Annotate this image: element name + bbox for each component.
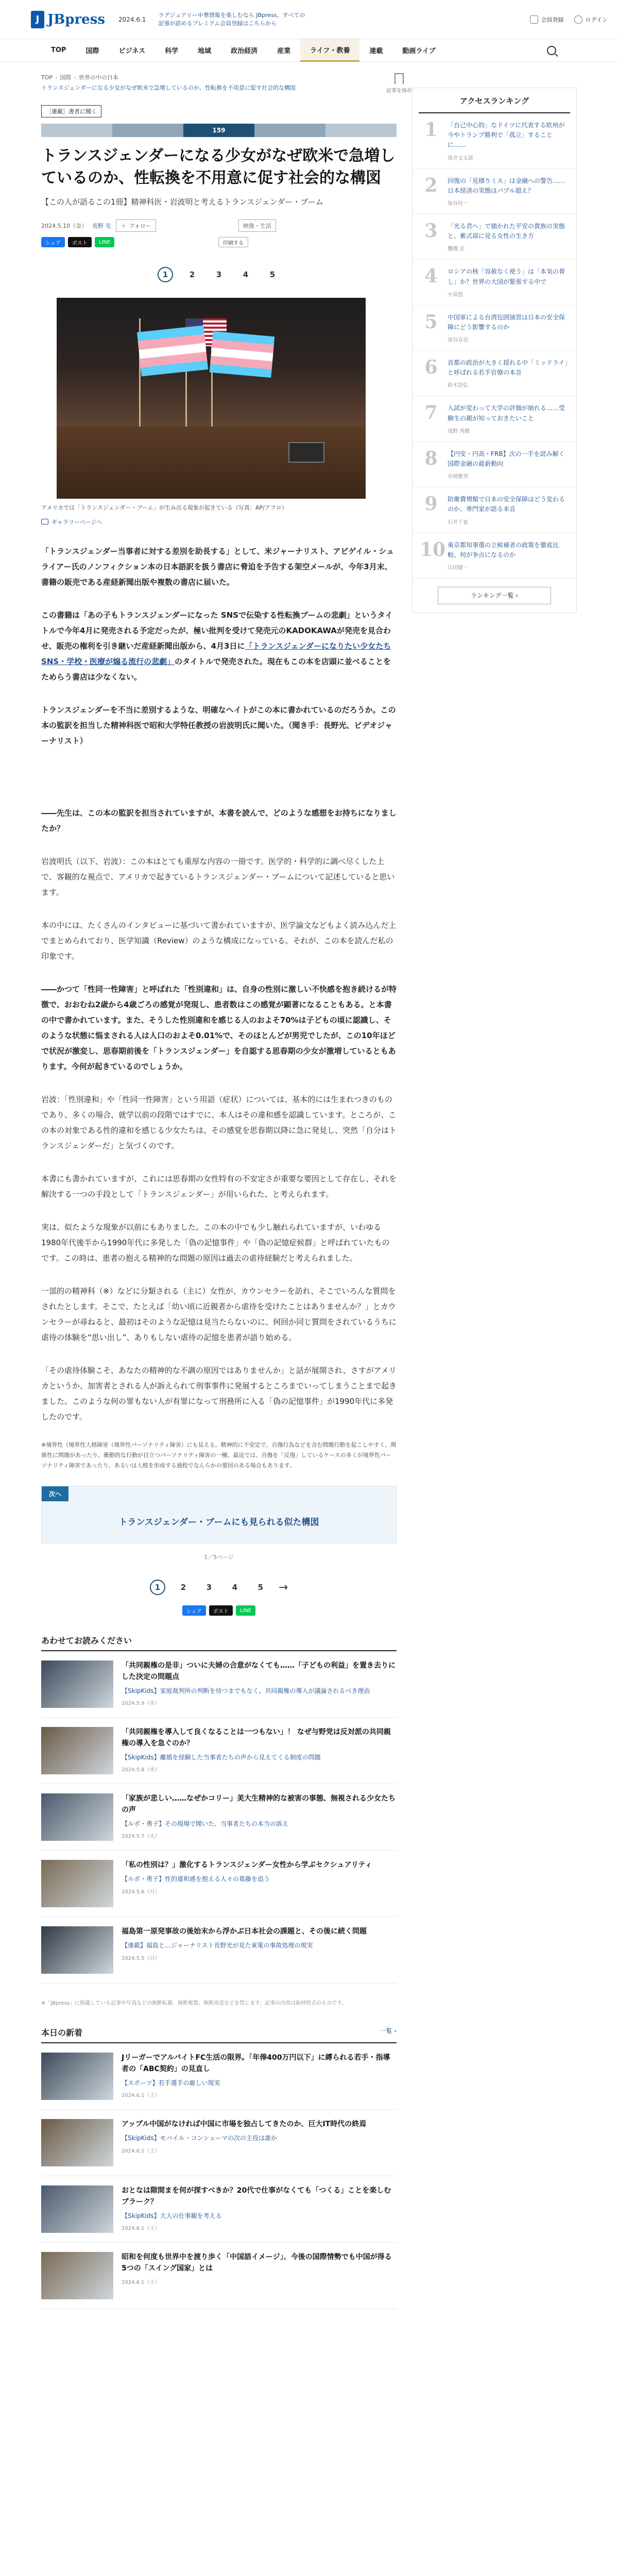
- ranking-text: [448, 358, 569, 388]
- ranking-title-link[interactable]: 防衛費増額で日本の安全保障はどう変わるのか、専門家が語る本音: [448, 496, 565, 513]
- pager-page-1[interactable]: 1: [158, 267, 173, 282]
- list-item[interactable]: [41, 1917, 397, 1984]
- list-item-subtitle: 【SkipKids】家庭裁判所の判断を待つまでもなく、共同親権の導入が議論されるべき理由: [122, 1687, 370, 1694]
- ranking-title-link[interactable]: 「自己中心的」なドイツに代表する欧州が今やトランプ勝利で「孤立」することに……: [448, 122, 565, 149]
- ranking-number: 4: [424, 265, 438, 287]
- site-header: [0, 0, 618, 39]
- list-item-date: 2024.6.1（土）: [122, 2093, 160, 2099]
- list-item-date: 2024.6.1（土）: [122, 2226, 160, 2232]
- list-item[interactable]: [41, 2110, 397, 2176]
- ranking-text: [448, 267, 569, 297]
- pager-page-1[interactable]: 1: [150, 1580, 165, 1595]
- x-share-button[interactable]: ポスト: [209, 1605, 233, 1616]
- pager-page-3[interactable]: 3: [206, 1583, 212, 1592]
- breadcrumb-separator-icon: ›: [55, 74, 58, 81]
- list-item-text: [122, 2185, 397, 2233]
- list-item-title[interactable]: 「共同親権の是非」ついに夫婦の合意がなくても……「子どもの利益」を置き去りにした決定の問題点: [122, 1662, 396, 1682]
- article-paragraph: この書籍は「あの子もトランスジェンダーになった SNSで伝染する性転換ブームの悲劇」というタイトルで今年4月に発売される予定だったが、極い批判を受けて発売元のKADOKAWAが発売を見合わせ、販売の権利を引き継いだ産経新聞出版から、4月3日に「トランスジェンダーになりたい少女たち SNS・学校・医療が煽る流行の悲劇」のタイトルで発売された。現在もこの本を店頭に並べることをためらう書店は少なくない。: [41, 610, 393, 682]
- ranking-text: [448, 121, 569, 161]
- facebook-share-button[interactable]: シェア: [182, 1605, 206, 1616]
- thumbnail-image[interactable]: [41, 1860, 113, 1907]
- article-author[interactable]: 長野 光: [92, 223, 111, 230]
- trans-flag-image: [210, 331, 275, 378]
- article-paragraph: 岩波明氏（以下、岩波）：この本はとても重厚な内容の一冊です。医学的・科学的に調べ尽くした上で、客観的な視点で、アメリカで起きているトランスジェンダー・ブームについて記述していると思います。: [41, 856, 395, 897]
- list-item-date: 2024.5.9（木）: [122, 1701, 160, 1707]
- header-promo[interactable]: ラグジュアリー中華情報を楽しむなら JBpress。すべての記事が読めるプレミアム会員登録はこちらから: [158, 11, 305, 27]
- list-item-title[interactable]: 福島第一原発事故の後始末から浮かぶ日本社会の課題と、その後に続く問題: [122, 1927, 367, 1936]
- book-link[interactable]: 「トランスジェンダーになりたい少女たち SNS・学校・医療が煽る流行の悲劇」: [41, 641, 391, 666]
- ranking-list: [413, 113, 576, 579]
- ranking-author: 江田健一: [448, 565, 468, 571]
- article-paragraph: 本書にも書かれていますが、これには思春期の女性特有の不安定さが重要な要因として存在し、それを解決する一つの手段として「トランスジェンダー」が用いられた、と考えられます。: [41, 1174, 397, 1199]
- list-item-date: 2024.5.7（火）: [122, 1834, 160, 1840]
- pager-page-2[interactable]: 2: [180, 1583, 186, 1592]
- nav-item[interactable]: ビジネス: [118, 47, 146, 55]
- nav-item[interactable]: TOP: [51, 46, 66, 54]
- pager-page-4[interactable]: 4: [232, 1583, 237, 1592]
- follow-button[interactable]: [116, 219, 156, 232]
- nav-item[interactable]: 政治経済: [231, 47, 258, 55]
- ranking-title: アクセスランキング: [419, 88, 570, 113]
- image-icon: [41, 519, 48, 524]
- bookmark-label: 記事を保存: [386, 88, 412, 94]
- breadcrumb-item[interactable]: TOP: [41, 74, 53, 81]
- list-item-date: 2024.5.8（水）: [122, 1767, 160, 1773]
- ranking-more-button[interactable]: ランキング一覧 ›: [438, 587, 551, 604]
- pager-bottom: [41, 1580, 397, 1595]
- ranking-number: 3: [424, 219, 438, 242]
- list-item-subtitle: 【ルポ・勇子】その現場で聞いた、当事者たちの本当の訴え: [122, 1820, 289, 1827]
- pager-page-2[interactable]: 2: [189, 270, 195, 280]
- list-item[interactable]: [41, 1718, 397, 1784]
- recommended-title: あわせてお読みください: [41, 1636, 132, 1646]
- ranking-number: 5: [424, 311, 438, 333]
- ranking-text: [448, 222, 569, 252]
- ranking-title-link[interactable]: 回復の「見積りミス」は金融への警告……日本経済の実態はバブル超え？: [448, 177, 565, 194]
- article-paragraph: 「トランスジェンダー当事者に対する差別を助長する」として、米ジャーナリスト、アビゲイル・シュライアー氏のノンフィクション本の日本語訳を扱う書店に脅迫を予告する架空メールが、今年3月末、書籍の販売である産経新聞出版や複数の書店に届いた。: [41, 546, 394, 587]
- list-item[interactable]: [41, 2176, 397, 2243]
- ranking-text: [448, 495, 569, 525]
- list-item-subtitle: 【SkipKids】離婚を経験した当事者たちの声から見えてくる制度の問題: [122, 1753, 321, 1761]
- search-icon[interactable]: [547, 46, 556, 55]
- membership-button[interactable]: [530, 15, 564, 24]
- list-item-subtitle: 【連載】福島と…ジャーナリスト長野光が見た東電の事故処理の現実: [122, 1942, 313, 1950]
- main-column: [41, 62, 412, 2309]
- list-item-text: [122, 2119, 397, 2166]
- pager-page-5[interactable]: 5: [258, 1583, 263, 1592]
- membership-label: 会員登録: [541, 16, 564, 23]
- recommended-list: [41, 1651, 397, 1984]
- thumbnail-image[interactable]: [41, 2119, 113, 2166]
- ranking-author: 市岡繁男: [448, 474, 468, 480]
- ranking-text: [448, 403, 569, 434]
- ranking-item[interactable]: [413, 351, 576, 396]
- ranking-item[interactable]: [413, 169, 576, 214]
- list-item-title[interactable]: 「家族が悲しい……なぜかコリー」美大生精神的な被害の事態、無視される少女たちの声: [122, 1794, 396, 1815]
- gallery-link[interactable]: [41, 518, 397, 526]
- article-photo[interactable]: [57, 298, 366, 499]
- page-tab-active[interactable]: 159: [183, 124, 254, 137]
- thumbnail-image[interactable]: [41, 1793, 113, 1841]
- facebook-share-button[interactable]: シェア: [41, 237, 65, 247]
- list-item-title[interactable]: 「私の性別は？」激化するトランスジェンダー女性から学ぶセクシュアリティ: [122, 1861, 372, 1870]
- list-item-subtitle: 【スポーツ】若手選手の厳しい現実: [122, 2079, 220, 2087]
- ranking-title-link[interactable]: 中国軍による台湾包囲演習は日本の安全保障にどう影響するのか: [448, 313, 565, 331]
- list-item-title[interactable]: JリーガーでアルバイトFC生活の限界。「年俸400万円以下」に縛られる若手・指導者の「ABC契約」の見直し: [122, 2054, 390, 2074]
- list-item-title[interactable]: アップル中国がなければ中国に市場を独占してきたのか、巨大IT時代の終焉: [122, 2120, 367, 2129]
- ranking-item[interactable]: [413, 214, 576, 260]
- plus-icon: ＋: [121, 223, 127, 230]
- list-item-title[interactable]: 「共同親権を導入して良くなることは一つもない」！ なぜ与野党は反対派の共同親権の導入を急ぐのか？: [122, 1728, 391, 1748]
- ranking-number: 2: [424, 174, 438, 196]
- nav-item[interactable]: 産業: [277, 47, 291, 55]
- page-tab[interactable]: [325, 124, 397, 137]
- ranking-item[interactable]: [413, 442, 576, 487]
- ranking-number: 10: [420, 538, 446, 561]
- breadcrumb-current[interactable]: トランスジェンダーになる少女がなぜ欧米で急増しているのか、性転換を不用意に促す社会的な構図: [41, 84, 296, 91]
- article-paragraph: 実は、似たような現象が以前にもありました。この本の中でも少し触れられていますが、いわゆる1980年代後半から1990年代に多発した「偽の記憶事件」や「偽の記憶症候群」と呼ばれていたものです。この時は、患者の抱える精神的な問題の原因は過去の虐待経験だと考えられました。: [41, 1222, 390, 1263]
- next-page-title[interactable]: トランスジェンダー・ブームにも見られる似た構図: [118, 1517, 319, 1528]
- main-nav: [0, 39, 618, 62]
- today-more-link[interactable]: 一覧 ›: [380, 2027, 397, 2035]
- list-item-date: 2024.5.6（月）: [122, 1889, 160, 1895]
- ranking-title-link[interactable]: 「光る君へ」で描かれた平安の貴族の実態と、紫式部に見る女性の生き方: [448, 222, 565, 240]
- article-paragraph: 岩波：「性別違和」や「性同一性障害」という用語（症状）については、基本的には生まれつきのものであり、多くの場合、就学以前の段階ではすでに、本人はその違和感を認識しています。ところが、この本の対象である性的違和を感じる少女たちは、その感覚を思春期以降に急に発見し、突然「自分はトランスジェンダーだ」と気づくのです。: [41, 1094, 397, 1150]
- disclaimer: ※「JBpress」に掲載している記事や写真などの無断転載、無断複製、無断改変などを禁じます。記事の内容は取材時点のものです。: [41, 2001, 347, 2007]
- sidebar: [412, 62, 577, 2309]
- page-tab[interactable]: [41, 124, 112, 137]
- today-head: [41, 2026, 397, 2043]
- thumbnail-image[interactable]: [41, 1727, 113, 1774]
- nav-item[interactable]: 連載: [369, 47, 383, 55]
- desk-image: [57, 427, 366, 499]
- ranking-author: 石井千夏: [448, 519, 468, 526]
- article-paragraph: 本の中には、たくさんのインタビューに基づいて書かれていますが、医学論文などもよく読み込んだ上でまとめられており、医学知識（Review）のような構成になっている。それが、この本を読んだ私の印象です。: [41, 920, 397, 961]
- thumbnail-image[interactable]: [41, 1926, 113, 1974]
- ranking-title-link[interactable]: ロシアの核「容赦なく使う」は「本気の脅し」か？世界の大国が緊張する中で: [448, 268, 565, 285]
- ranking-number: 8: [424, 447, 438, 469]
- header-actions: [530, 15, 608, 24]
- ranking-text: [448, 540, 569, 571]
- page-count: 1／5ページ: [204, 1554, 234, 1561]
- ranking-number: 1: [424, 119, 438, 141]
- ranking-item[interactable]: [413, 487, 576, 533]
- ranking-author: 浅野 秀樹: [448, 428, 470, 434]
- article-paragraph: 一部的の精神科（※）などに分類される（主に）女性が、カウンセラーを訪れ、そこでいろんな質問をされたとします。そこで、たとえば「幼い頃に近親者から虐待を受けたことはありませんか？」とカウンセラーが尋ねると、最初はそのような記憶は見当たらないのに、何回か同じ質問をされているうちに虐待の体験を“思い出し”、ありもしない虐待の記憶を患者が語り始める。: [41, 1286, 397, 1342]
- page-tab[interactable]: [254, 124, 325, 137]
- list-item-date: 2024.5.5（日）: [122, 1955, 160, 1961]
- ranking-item[interactable]: [413, 396, 576, 442]
- article-question: ――かつて「性同一性障害」と呼ばれた「性別違和」は、自身の性別に激しい不快感を抱き続けるが特徴で、おおむね2歳から4歳ごろの感覚が発現し、患者数はこの感覚が顕著になることもある。と本書の中で書かれています。また、そうした性別違和を感じる人のおよそ70%は子どもの頃に認識し、そのような状態に悩まされる人は人口のおよそ0.01%で、そのほとんどが男児でしたが、この10年ほどで状況が激変し、思春期前後を「トランスジェンダー」を自認する思春期の少女が激増しているともあります。今何が起きているのでしょうか。: [41, 984, 397, 1071]
- list-item[interactable]: [41, 2043, 397, 2110]
- ranking-author: 部谷直亮: [448, 337, 468, 344]
- list-item[interactable]: [41, 2243, 397, 2309]
- category-tag[interactable]: 映像・生活: [238, 219, 276, 232]
- ranking-text: [448, 313, 569, 343]
- ranking-author: 黒井文太郎: [448, 155, 473, 161]
- nav-item[interactable]: 地域: [198, 47, 212, 55]
- nav-item[interactable]: 動画ライブ: [402, 47, 436, 55]
- line-share-button[interactable]: LINE: [95, 237, 114, 247]
- list-item-text: [122, 1727, 397, 1774]
- nav-item[interactable]: ライフ・教養: [300, 39, 359, 62]
- trans-flag-image: [137, 326, 208, 377]
- thumbnail-image[interactable]: [41, 2185, 113, 2233]
- ranking-title-link[interactable]: 首都の政治が大きく揺れる中「ミッドライ」と呼ばれる若手官僚の本音: [448, 359, 568, 377]
- list-item-title[interactable]: おとなは隙間まを何が探すべきか？20代で仕事がなくても「つくる」ことを楽しむブラーク？: [122, 2187, 391, 2207]
- thumbnail-image[interactable]: [41, 1660, 113, 1708]
- list-item-subtitle: 【SkipKids】大人の仕事観を考える: [122, 2212, 222, 2219]
- ranking-number: 9: [424, 493, 438, 515]
- nav-item[interactable]: 国際: [85, 47, 99, 55]
- breadcrumb: [41, 62, 397, 81]
- today-title: 本日の新着: [41, 2028, 83, 2038]
- list-item-text: [122, 1926, 397, 1974]
- list-item-text: [122, 1660, 397, 1708]
- placard-image: [288, 442, 324, 463]
- ranking-author: 鈴木崇弘: [448, 383, 468, 389]
- ranking-item[interactable]: [413, 533, 576, 579]
- pager-top: [41, 267, 397, 282]
- line-share-button[interactable]: LINE: [236, 1605, 255, 1616]
- ranking-number: 7: [424, 402, 438, 424]
- login-button[interactable]: [574, 15, 608, 24]
- list-item-text: [122, 2252, 397, 2299]
- ranking-title-link[interactable]: 東京都知事選の立候補者の政策を徹底比較、何が争点になるのか: [448, 541, 559, 558]
- ranking-item[interactable]: [413, 306, 576, 351]
- ranking-title-link[interactable]: 【円安・円高・FRB】次の一手を読み解く国際金融の最新動向: [448, 450, 565, 467]
- follow-label: フォロー: [129, 223, 151, 230]
- ranking-title-link[interactable]: 入試が変わって大学の評価が崩れる……受験生の親が知っておきたいこと: [448, 404, 565, 422]
- series-tag[interactable]: ［連載］書者に聞く: [41, 105, 101, 117]
- article-meta: [41, 219, 397, 232]
- next-arrow-icon[interactable]: →: [278, 1581, 288, 1594]
- page-tabs: [41, 124, 397, 137]
- list-item-title[interactable]: 昭和を何度も世界中を渡り歩く「中国語イメージ」、今後の国際情勢でも中国が得る5つの「スイング国家」とは: [122, 2253, 392, 2273]
- recommended-head: [41, 1634, 397, 1651]
- breadcrumb-separator-icon: ›: [74, 74, 76, 81]
- thumbnail-image[interactable]: [41, 2252, 113, 2299]
- gallery-label: ギャラリーページへ: [52, 518, 102, 526]
- article-deck: 【この人が語るこの1冊】精神科医・岩波明と考えるトランスジェンダー・ブーム: [41, 197, 323, 207]
- site-logo[interactable]: JBpress: [47, 11, 105, 27]
- ranking-text: [448, 449, 569, 480]
- list-item[interactable]: [41, 1851, 397, 1917]
- article-body: [41, 544, 397, 1425]
- list-item-text: [122, 1793, 397, 1841]
- ranking-item[interactable]: [413, 260, 576, 305]
- page-container: [0, 62, 618, 2309]
- today-list: [41, 2043, 397, 2309]
- login-label: ログイン: [585, 16, 608, 23]
- list-item-date: 2024.6.1（土）: [122, 2148, 160, 2154]
- next-label: 次へ: [42, 1486, 68, 1501]
- article-paragraph: 「その虐待体験こそ、あなたの精神的な不調の原因ではありませんか」と話が展開され、さすがアメリカというか、加害者とされる人が訴えられて刑事事件に発展するところまでいってしまうことまで起きました。このような何の罪もない人が有罪になって刑務所に入る「偽の記憶事件」が1990年代に多発したのです。: [41, 1365, 397, 1421]
- pager-page-3[interactable]: 3: [216, 270, 222, 280]
- pager-page-5[interactable]: 5: [269, 270, 276, 280]
- ranking-text: [448, 176, 569, 207]
- photo-caption: アメリカでは「トランスジェンダー・ブーム」が生み出る現象が起きている（写真：AP/アフロ）: [41, 504, 287, 512]
- ranking-number: 6: [424, 357, 438, 379]
- logo-mark[interactable]: J: [31, 11, 44, 28]
- footnote: ※境界性（境界性人格障害（境界性パーソナリティ障害）にも見える。精神的に不安定で、自傷行為などを含む問題行動を起こしやすく、関係性に問題があったり、衝動的な行動が目立つパーソナリティ障害の一種。最近では、自傷を「反復」しているケースの多くが境界性パーソナリティ障害であったり、あるいは人格を形成する過程でなんらかの要因のある場合もあります。: [41, 1441, 397, 1469]
- breadcrumb-item[interactable]: 世界の中の日本: [78, 74, 118, 81]
- article-date: 2024.5.10（金）: [41, 223, 87, 230]
- share-row-bottom: [41, 1605, 397, 1616]
- breadcrumb-item[interactable]: 国際: [60, 74, 72, 81]
- login-icon: [574, 15, 582, 24]
- header-date: 2024.6.1: [118, 15, 146, 23]
- bookmark-icon: [394, 73, 404, 84]
- nav-item[interactable]: 科学: [165, 47, 179, 55]
- ranking-author: 小泉悠: [448, 292, 463, 298]
- page-tab[interactable]: [112, 124, 183, 137]
- article-question: ――先生は、この本の監訳を担当されていますが、本書を読んで、どのような感想をお持ちになりましたか？: [41, 808, 397, 833]
- list-item-subtitle: 【SkipKids】モバイル・コンシューマの次の主役は誰か: [122, 2134, 278, 2142]
- ranking-author: 加谷珪一: [448, 200, 468, 207]
- list-item-text: [122, 2053, 397, 2100]
- article-title: トランスジェンダーになる少女がなぜ欧米で急増しているのか、性転換を不用意に促す社会的な構図: [41, 147, 396, 187]
- ranking-box: [412, 88, 577, 613]
- article-paragraph: トランスジェンダーを不当に差別するような、明確なヘイトがこの本に書かれているのだろうか。この本の監訳を担当した精神科医で昭和大学特任教授の岩波明氏に聞いた。（聞き手：長野光、ビデオジャーナリスト）: [41, 705, 396, 745]
- user-plus-icon: [530, 15, 538, 24]
- print-button[interactable]: 印刷する: [218, 237, 248, 247]
- pager-page-4[interactable]: 4: [243, 270, 249, 280]
- list-item[interactable]: [41, 1651, 397, 1718]
- thumbnail-image[interactable]: [41, 2053, 113, 2100]
- ranking-item[interactable]: [413, 113, 576, 169]
- share-row: [41, 237, 397, 247]
- list-item-date: 2024.6.1（土）: [122, 2279, 160, 2285]
- ranking-author: 鷹橋 忍: [448, 246, 465, 252]
- list-item-text: [122, 1860, 397, 1907]
- bookmark-button[interactable]: [386, 73, 412, 94]
- list-item-subtitle: 【ルポ・勇子】性的違和感を抱える人々の葛藤を追う: [122, 1875, 270, 1883]
- list-item[interactable]: [41, 1784, 397, 1851]
- x-share-button[interactable]: ポスト: [68, 237, 92, 247]
- next-page-box[interactable]: [41, 1486, 397, 1544]
